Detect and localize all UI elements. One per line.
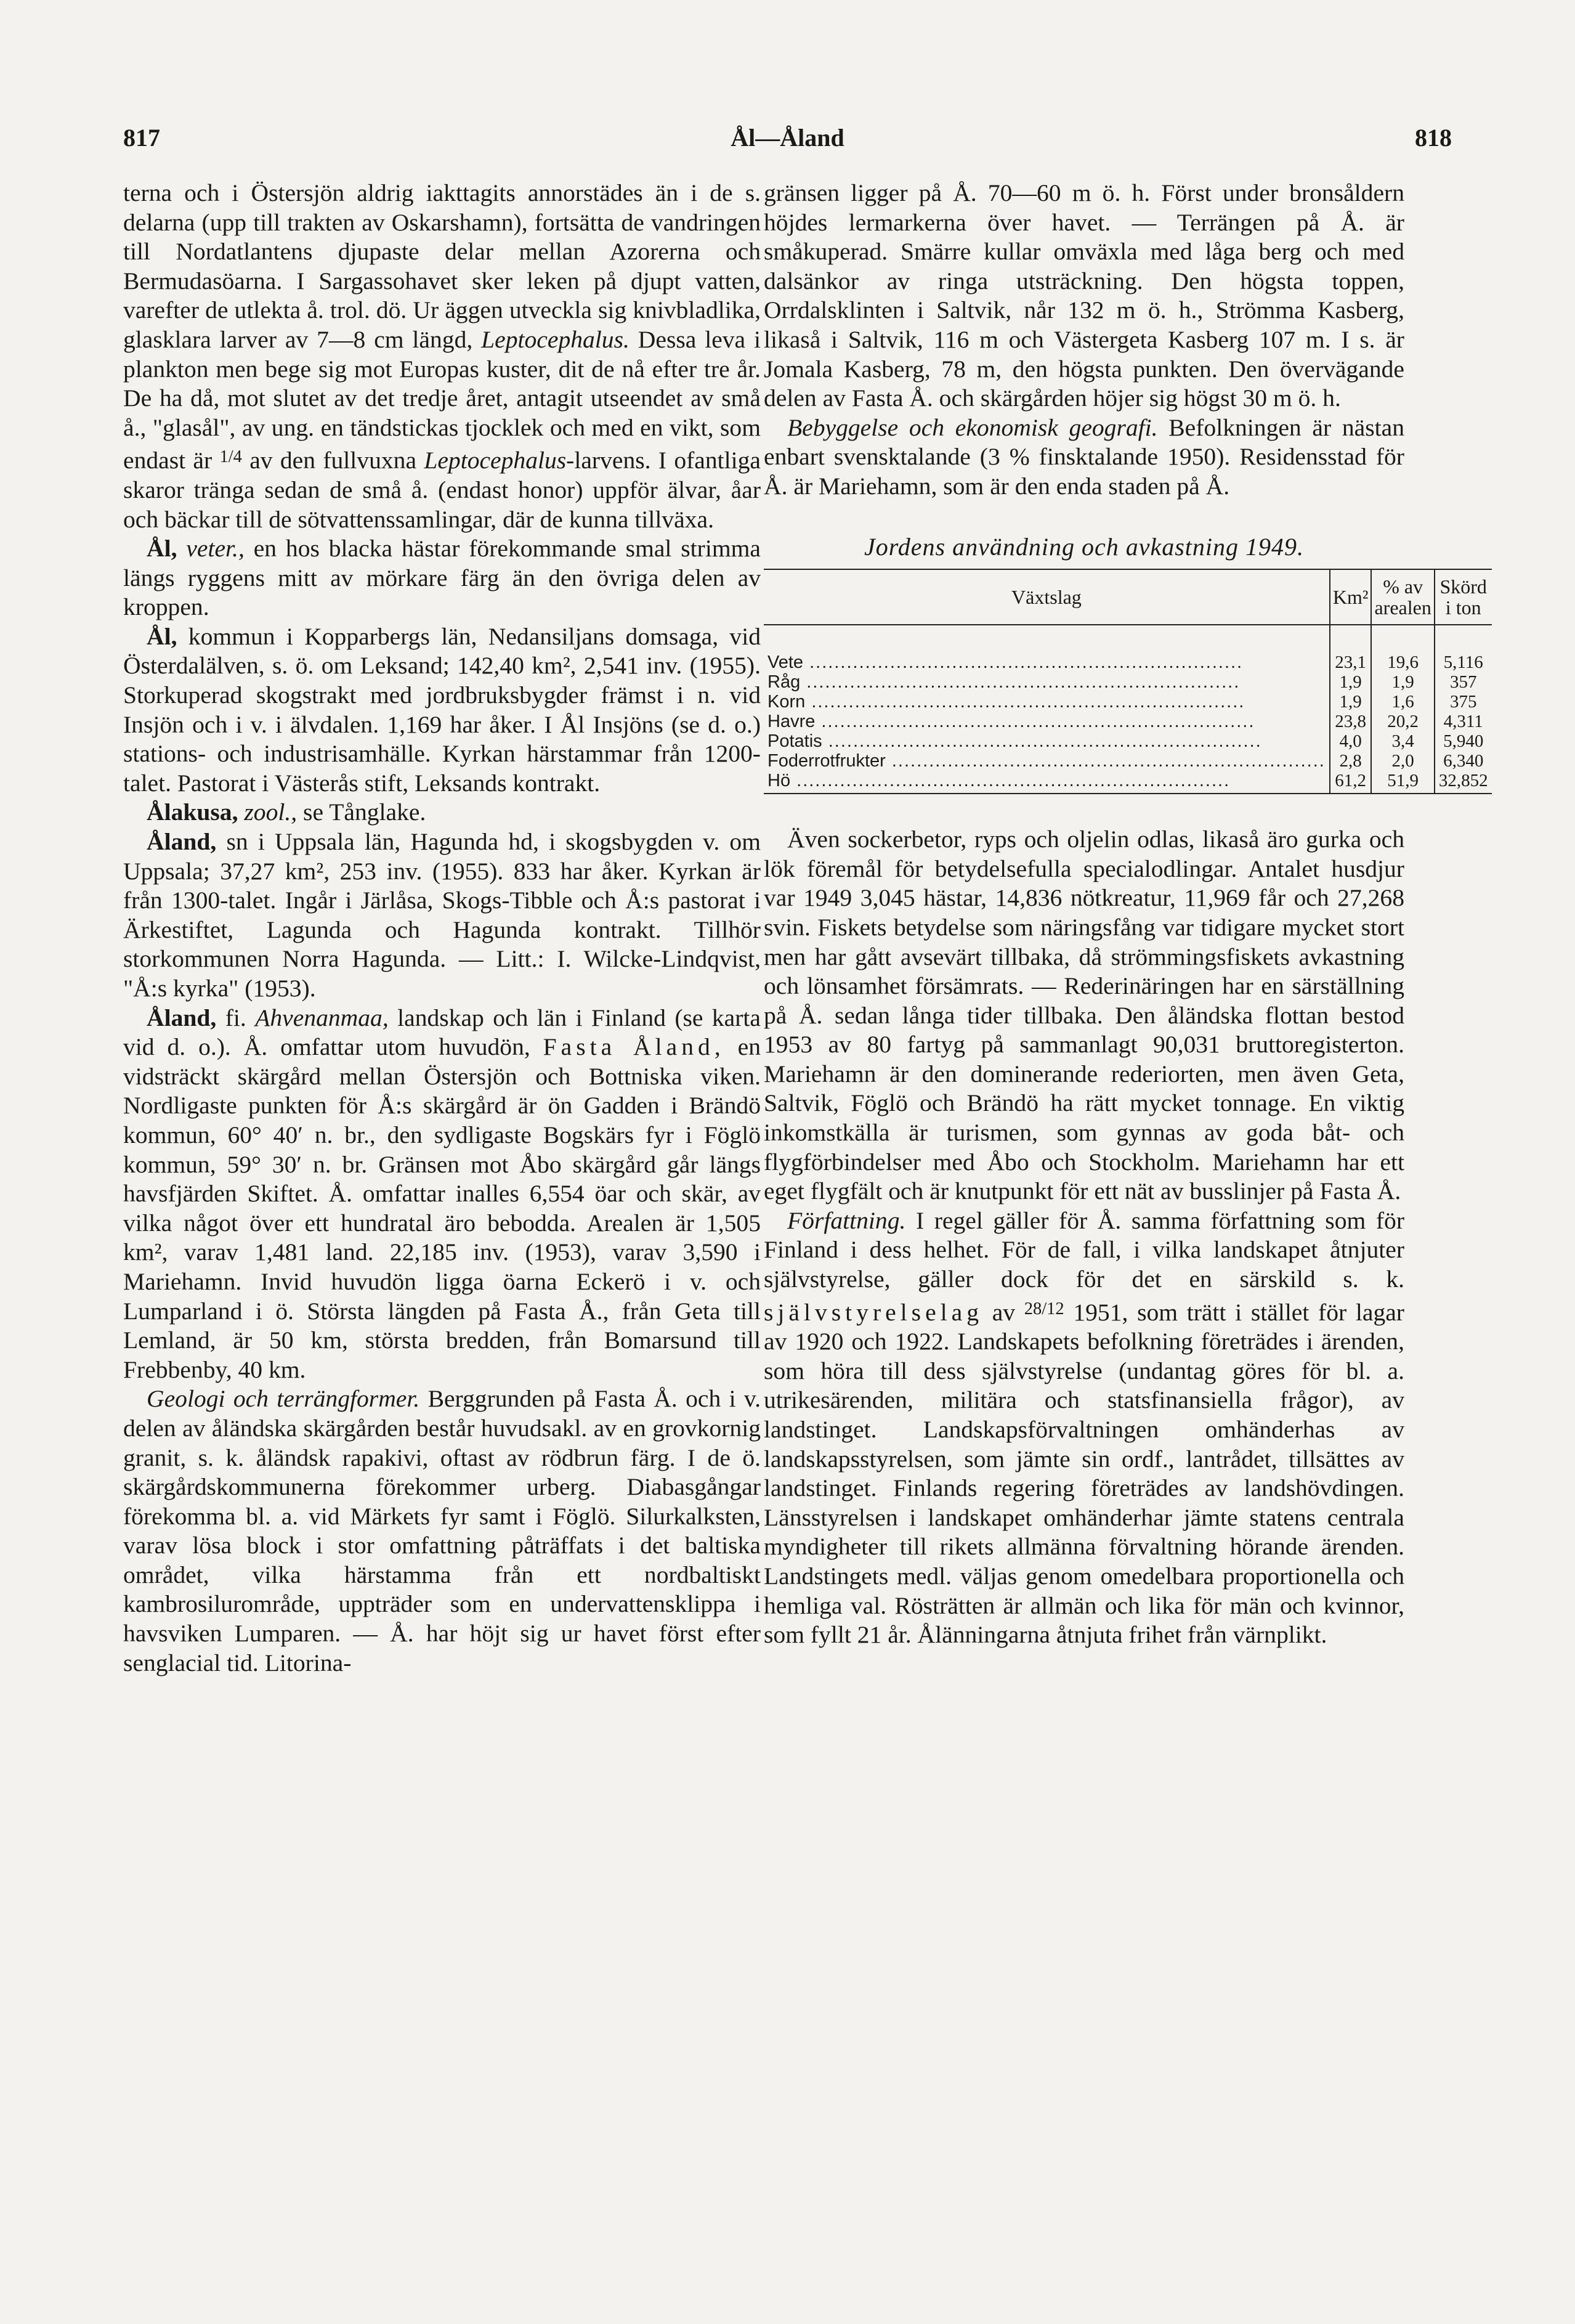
land-use-table xyxy=(764,569,1492,794)
harvest-cell: 375 xyxy=(1435,692,1492,712)
page-number-left: 817 xyxy=(123,124,160,152)
table-row xyxy=(764,672,1492,692)
area-cell: 1,9 xyxy=(1330,672,1372,692)
column-header: Skörd i ton xyxy=(1435,569,1492,625)
harvest-cell: 6,340 xyxy=(1435,751,1492,771)
percent-cell: 1,9 xyxy=(1371,672,1434,692)
table-caption: Jordens användning och avkastning 1949. xyxy=(864,532,1305,561)
table-row xyxy=(764,625,1492,672)
paragraph: terna och i Östersjön aldrig iakttagits annorstädes än i de s. delarna (upp till trakten av Oskarshamn), fortsätta de vandringen till Nordatlantens djupaste delar mellan Azorerna och Bermudasöarna. I Sargassohavet sker leken på djupt vatten, varefter de utlekta å. trol. dö. Ur äggen utveckla sig knivbladlika, glasklara larver av 7—8 cm längd, Leptocephalus. Dessa leva i plankton men bege sig mot Europas kuster, dit de nå efter tre år. De ha då, mot slutet av det tredje året, antagit utseendet av små å., "glasål", av ung. en tändstickas tjocklek och med en vikt, som endast är $^{1/4}$ av den fullvuxna Leptocephalus-larvens. I ofantliga skaror tränga sedan de små å. (endast honor) uppför älvar, åar och bäckar till de sötvattenssamlingar, där de kunna tillväxa. xyxy=(123,179,761,533)
column-header: % av arealen xyxy=(1371,569,1434,625)
harvest-cell: 32,852 xyxy=(1435,771,1492,794)
percent-cell: 20,2 xyxy=(1371,712,1434,731)
percent-cell: 1,6 xyxy=(1371,692,1434,712)
crop-cell: Hö ..... xyxy=(764,771,1330,794)
percent-cell: 2,0 xyxy=(1371,751,1434,771)
entry-alakusa: Ålakusa, zool., se Tånglake. xyxy=(147,798,426,826)
area-cell: 1,9 xyxy=(1330,692,1372,712)
crop-cell: Vete ..... xyxy=(764,625,1330,672)
harvest-cell: 4,311 xyxy=(1435,712,1492,731)
harvest-cell: 357 xyxy=(1435,672,1492,692)
left-column xyxy=(123,179,761,1678)
section-bebyggelse: Bebyggelse och ekonomisk geografi. Befolkningen är nästan enbart svensktalande (3 % finsktalande 1950). Residensstad för Å. är Mariehamn, som är den enda staden på Å. xyxy=(764,413,1404,500)
right-column xyxy=(764,179,1488,1650)
harvest-cell: 5,940 xyxy=(1435,731,1492,751)
crop-cell: Potatis ..... xyxy=(764,731,1330,751)
crop-cell: Havre ..... xyxy=(764,712,1330,731)
area-cell: 61,2 xyxy=(1330,771,1372,794)
entry-al-kommun: Ål, kommun i Kopparbergs län, Nedansiljans domsaga, vid Österdalälven, s. ö. om Leksand; 142,40 km², 2,541 inv. (1955). Storkuperad skogstrakt med jordbruksbygder främst i n. vid Insjön och i v. i älvdalen. 1,169 har åker. I Ål Insjöns (se d. o.) stations- och industrisamhälle. Kyrkan härstammar från 1200-talet. Pastorat i Västerås stift, Leksands kontrakt. xyxy=(123,622,761,797)
entry-aland-landskap: Åland, fi. Ahvenanmaa, landskap och län i Finland (se karta vid d. o.). Å. omfattar utom huvudön, Fasta Åland, en vidsträckt skärgård mellan Östersjön och Bottniska viken. Nordligaste punkten för Å:s skärgård är ön Gadden i Brändö kommun, 60° 40′ n. br., den sydligaste Bogskärs fyr i Föglö kommun, 59° 30′ n. br. Gränsen mot Åbo skärgård går längs havsfjärden Skiftet. Å. omfattar inalles 6,554 öar och skär, av vilka något över ett hundratal äro bebodda. Arealen är 1,505 km², varav 1,481 land. 22,185 inv. (1953), varav 3,590 i Mariehamn. Invid huvudön ligga öarna Eckerö i v. och Lumparland i ö. Största längden på Fasta Å., från Geta till Lemland, är 50 km, största bredden, från Bomarsund till Frebbenby, 40 km. xyxy=(123,1004,761,1383)
crop-cell: Foderrotfrukter ..... xyxy=(764,751,1330,771)
entry-aland-sn: Åland, sn i Uppsala län, Hagunda hd, i skogsbygden v. om Uppsala; 37,27 km², 253 inv. (1955). 833 har åker. Kyrkan är från 1300-talet. Ingår i Järlåsa, Skogs-Tibble och Å:s pastorat i Ärkestiftet, Lagunda och Hagunda kontrakt. Tillhör storkommunen Norra Hagunda. — Litt.: I. Wilcke-Lindqvist, "Å:s kyrka" (1953). xyxy=(123,828,761,1002)
column-header: Km² xyxy=(1330,569,1372,625)
table-row xyxy=(764,712,1492,731)
running-header xyxy=(123,123,1452,160)
area-cell: 4,0 xyxy=(1330,731,1372,751)
percent-cell: 3,4 xyxy=(1371,731,1434,751)
percent-cell: 51,9 xyxy=(1371,771,1434,794)
table-row xyxy=(764,692,1492,712)
table-row xyxy=(764,751,1492,771)
percent-cell: 19,6 xyxy=(1371,625,1434,672)
crop-cell: Råg ..... xyxy=(764,672,1330,692)
area-cell: 23,1 xyxy=(1330,625,1372,672)
area-cell: 2,8 xyxy=(1330,751,1372,771)
paragraph: Även sockerbetor, ryps och oljelin odlas, likaså äro gurka och lök föremål för betydelsefulla specialodlingar. Antalet husdjur var 1949 3,045 hästar, 14,836 nötkreatur, 11,969 får och 27,268 svin. Fiskets betydelse som näringsfång var tidigare mycket stort men har gått avsevärt tillbaka, då strömmingsfiskets avkastning och lönsamhet försämrats. — Rederinäringen har en särställning på Å. sedan långa tider tillbaka. Den åländska flottan bestod 1953 av 80 fartyg på sammanlagt 90,031 bruttoregisterton. Mariehamn är den dominerande rederiorten, men även Geta, Saltvik, Föglö och Brändö ha rätt mycket tonnage. En viktig inkomstkälla är turismen, som gynnas av goda båt- och flygförbindelser med Åbo och Stockholm. Mariehamn har ett eget flygfält och är knutpunkt för ett nät av busslinjer på Fasta Å. xyxy=(764,826,1404,1205)
section-forfattning: Författning. I regel gäller för Å. samma författning som för Finland i dess helhet. För de fall, i vilka landskapet åtnjuter självstyrelse, gäller dock för det en särskild s. k. självstyrelselag av $^{28/12}$ 1951, som trätt i stället för lagar av 1920 och 1922. Landskapets befolkning företrädes i ärenden, som höra till dess självstyrelse (undantag göres för bl. a. utrikesärenden, militära och statsfinansiella frågor), av landstinget. Landskapsförvaltningen omhänderhas av landskapsstyrelsen, som jämte sin ordf., lantrådet, tillsättes av landstinget. Finlands regering företrädes av landshövdingen. Länsstyrelsen i landskapet omhänderhar jämte statens centrala myndigheter till rikets allmänna förvaltning hörande ärenden. Landstingets medl. väljas genom omedelbara proportionella och hemliga val. Rösträtten är allmän och lika för män och kvinnor, som fyllt 21 år. Ålänningarna åtnjuta frihet från värnplikt. xyxy=(764,1206,1404,1649)
table-row xyxy=(764,771,1492,794)
running-title: Ål—Åland xyxy=(731,124,844,152)
page-number-right: 818 xyxy=(1415,124,1452,152)
area-cell: 23,8 xyxy=(1330,712,1372,731)
paragraph: gränsen ligger på Å. 70—60 m ö. h. Först under bronsåldern höjdes lermarkerna över havet. — Terrängen på Å. är småkuperad. Smärre kullar omväxla med låga berg och med dalsänkor av ringa utsträckning. Den högsta toppen, Orrdalsklinten i Saltvik, når 132 m ö. h., Strömma Kasberg, likaså i Saltvik, 116 m och Västergeta Kasberg 107 m. I s. är Jomala Kasberg, 78 m, den högsta punkten. Den övervägande delen av Fasta Å. och skärgården höjer sig högst 30 m ö. h. xyxy=(764,179,1404,412)
entry-al-veter: Ål, veter., en hos blacka hästar förekommande smal strimma längs ryggens mitt av mörkare färg än den övriga delen av kroppen. xyxy=(123,535,761,621)
section-geologi: Geologi och terrängformer. Berggrunden på Fasta Å. och i v. delen av åländska skärgården består huvudsakl. av en grovkornig granit, s. k. åländsk rapakivi, oftast av rödbrun färg. I de ö. skärgårdskommunerna förekommer urberg. Diabasgångar förekomma bl. a. vid Märkets fyr samt i Föglö. Silurkalksten, varav lösa block i stor omfattning påträffats i det baltiska området, vilka härstamma från ett nordbaltiskt kambrosilurområde, uppträder som en undervattensklippa i havsviken Lumparen. — Å. har höjt sig ur havet först efter senglacial tid. Litorina- xyxy=(123,1385,761,1676)
column-header: Växtslag xyxy=(764,569,1330,625)
table-row xyxy=(764,731,1492,751)
crop-cell: Korn ..... xyxy=(764,692,1330,712)
harvest-cell: 5,116 xyxy=(1435,625,1492,672)
